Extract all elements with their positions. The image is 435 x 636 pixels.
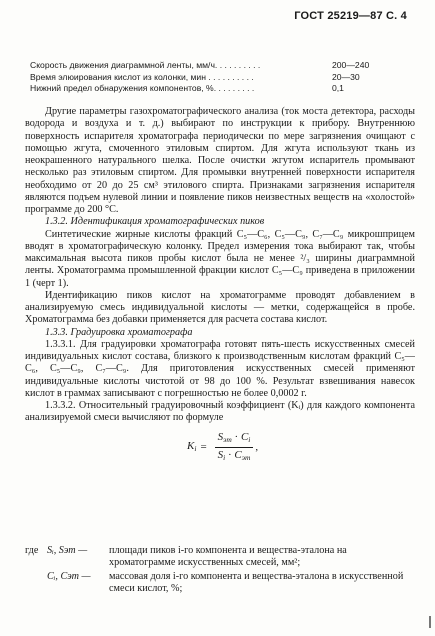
parameter-row [30,60,410,72]
section-heading: 1.3.2. Идентификация хроматографических пиков [45,216,265,228]
formula-denominator: $S_i \cdot C_{эт}$ [217,448,251,462]
formula-block [25,425,415,469]
definition-text: площади пиков i-го компонента и вещества-эталона на хроматограмме искусственных смесей, мм²; [109,545,347,569]
parameter-value: 0,1 [332,83,344,93]
definition-symbol: Cᵢ, Cэт — [47,570,91,582]
formula-equals: = [200,441,207,454]
definition-text: массовая доля i-го компонента и вещества-эталона в искусственной смеси кислот, %; [109,570,404,594]
paragraph: 1.3.3.1. Для градуировки хроматографа готовят пять-шесть искусственных смесей индивидуальных кислот состава, близкого к производственным кислотам фракций С₅—С₆, С₅—С₉, С₇—С₉. Для приготовления искусственных смесей применяют индивидуальные кислоты чистотой от 98 до 100 %. Результат взвешивания навесок кислот в граммах записывают с погрешностью не более 0,0002 г. [25,338,415,399]
body-text [25,106,415,469]
parameter-label: Время элюирования кислот из колонки, мин . . . . . . . . . . [30,71,254,82]
formula-numerator: $S_{эт} \cdot C_i$ [215,431,254,448]
definitions-list [25,545,415,596]
definition-row [25,571,415,596]
parameter-value: 20—30 [332,71,360,82]
paragraph: Синтетические жирные кислоты фракций С₅—С₆, С₅—С₉, С₇—С₉ микрошприцем вводят в хроматографическую колонку. Предел измерения тока выбирают так, чтобы максимальная высота пиков пробы кислот была не менее ²/₃ ширины диаграммной ленты. Хроматограмма промышленной фракции кислот С₅—С₉ приведена в приложении 1 (черт 1). [25,228,415,289]
paragraph: Другие параметры газохроматографического анализа (ток моста детектора, расходы водорода и воздуха и т. д.) выбирают по инструкции к прибору. Внутреннюю поверхность испарителя хроматографа периодически по мере загрязнения очищают с помощью жгута, смоченного этиловым спиртом. Для жгута используют ткань из неокрашенного натурального шелка. После очистки жгутом испаритель промывают несколько раз этиловым спиртом. Для промывки внутренней поверхности испарителя необходимо от 20 до 25 см³ этилового спирта. Признаками загрязнения испарителя являются подъем нулевой линии и появление пиков неизвестных веществ на «холостой» программе до 200 °С. [25,106,415,215]
formula-fraction [215,431,254,465]
parameter-label: Нижний предел обнаружения компонентов, %. . . . . . . . . [30,83,255,93]
parameter-list [30,60,410,95]
parameter-row [30,72,410,84]
paragraph: 1.3.3.2. Относительный градуировочный коэффициент (Kᵢ) для каждого компонента анализируемой смеси вычисляют по формуле [25,400,415,424]
definition-row [25,545,415,570]
parameter-row [30,83,410,95]
margin-mark [429,616,431,628]
formula-lhs: $K_i$ [187,439,197,453]
section-heading: 1.3.3. Градуировка хроматографа [45,326,193,338]
formula-end: , [255,441,259,454]
definition-lead [25,571,43,596]
definition-lead: где [25,545,39,556]
parameter-value: 200—240 [332,60,370,70]
page-header: ГОСТ 25219—87 С. 4 [294,10,407,22]
parameter-label: Скорость движения диаграммной ленты, мм/ч. . . . . . . . . . [30,60,261,70]
formula [187,431,258,465]
definition-symbol: Sᵢ, Sэт — [47,545,88,556]
paragraph: Идентификацию пиков кислот на хроматограмме проводят добавлением в анализируемую смесь индивидуальной кислоты — метки, содержащейся в пробе. Хроматограмма без добавки применяется для расчета состава кислот. [25,289,415,326]
